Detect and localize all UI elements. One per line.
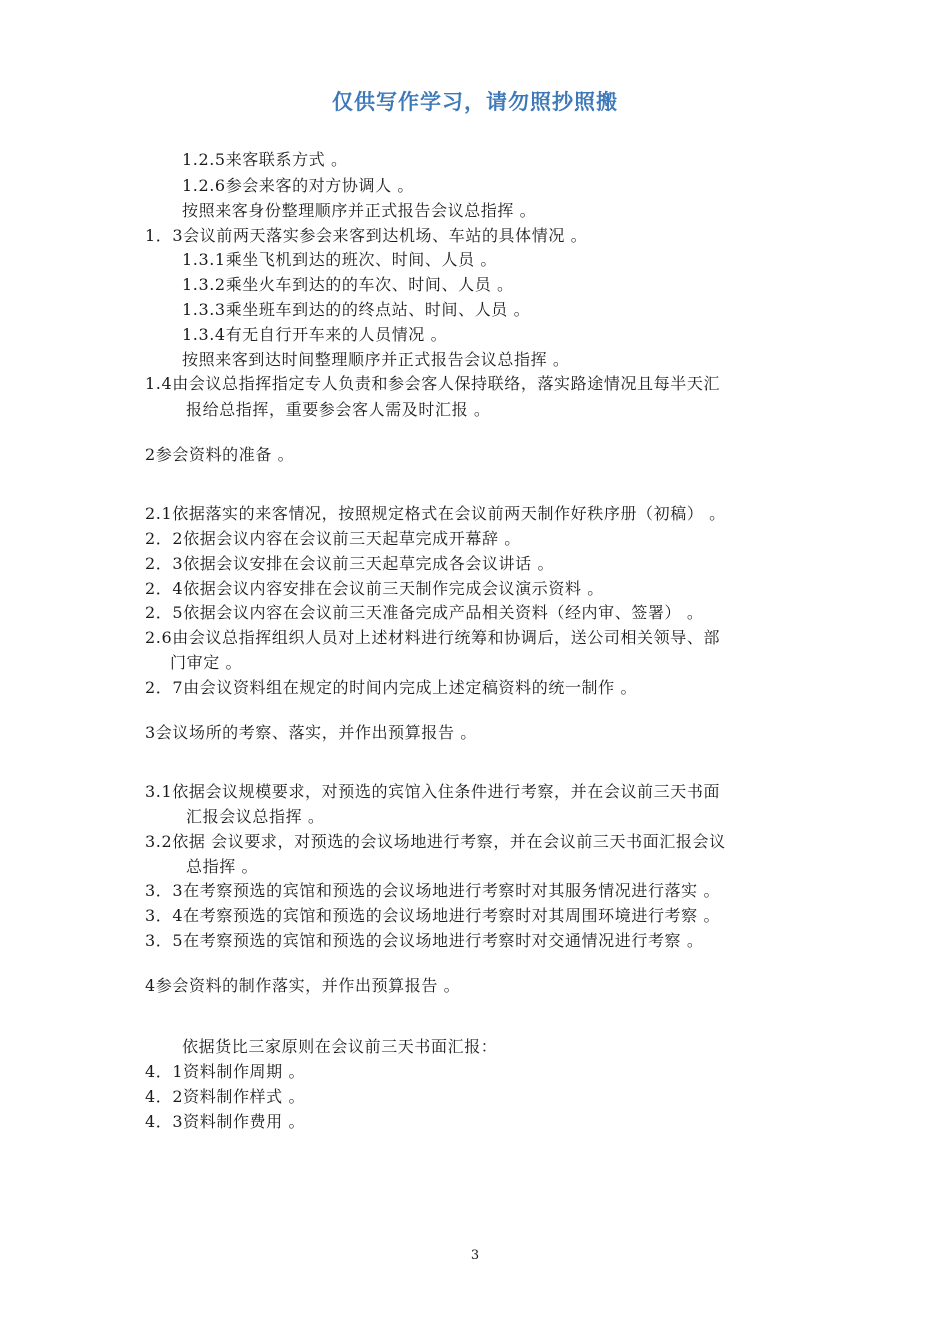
text-line: 1.4由会议总指挥指定专人负责和参会客人保持联络，落实路途情况且每半天汇 (145, 374, 721, 393)
text-line: 2．5依据会议内容在会议前三天准备完成产品相关资料（经内审、签署） 。 (145, 603, 704, 622)
text-line: 依据货比三家原则在会议前三天书面汇报： (182, 1037, 498, 1056)
text-line: 2．2依据会议内容在会议前三天起草完成开幕辞 。 (145, 529, 521, 548)
text-line: 1.2.6参会来客的对方协调人 。 (182, 176, 414, 195)
text-line: 3.2依据 会议要求，对预选的会议场地进行考察，并在会议前三天书面汇报会议 (145, 832, 726, 851)
text-line: 3．4在考察预选的宾馆和预选的会议场地进行考察时对其周围环境进行考察 。 (145, 906, 721, 925)
text-line: 报给总指挥，重要参会客人需及时汇报 。 (186, 400, 491, 419)
section-heading: 4参会资料的制作落实，并作出预算报告 。 (145, 976, 461, 995)
section-heading: 2参会资料的准备 。 (145, 445, 295, 464)
text-line: 1．3会议前两天落实参会来客到达机场、车站的具体情况 。 (145, 226, 588, 245)
text-line: 1.2.5来客联系方式 。 (182, 150, 348, 169)
text-line: 2．4依据会议内容安排在会议前三天制作完成会议演示资料 。 (145, 579, 604, 598)
text-line: 4．1资料制作周期 。 (145, 1062, 306, 1081)
watermark-header: 仅供写作学习，请勿照抄照搬 (332, 90, 618, 114)
text-line: 1.3.1乘坐飞机到达的班次、时间、人员 。 (182, 250, 497, 269)
text-line: 4．3资料制作费用 。 (145, 1112, 306, 1131)
text-line: 汇报会议总指挥 。 (186, 807, 325, 826)
text-line: 按照来客到达时间整理顺序并正式报告会议总指挥 。 (182, 350, 570, 369)
section-heading: 3会议场所的考察、落实，并作出预算报告 。 (145, 723, 477, 742)
text-line: 门审定 。 (170, 653, 243, 672)
text-line: 1.3.3乘坐班车到达的的终点站、时间、人员 。 (182, 300, 531, 319)
page-number: 3 (470, 1248, 480, 1263)
text-line: 1.3.4有无自行开车来的人员情况 。 (182, 325, 448, 344)
text-line: 4．2资料制作样式 。 (145, 1087, 306, 1106)
text-line: 3.1依据会议规模要求，对预选的宾馆入住条件进行考察，并在会议前三天书面 (145, 782, 721, 801)
text-line: 3．3在考察预选的宾馆和预选的会议场地进行考察时对其服务情况进行落实 。 (145, 881, 721, 900)
text-line: 2．3依据会议安排在会议前三天起草完成各会议讲话 。 (145, 554, 555, 573)
text-line: 2.1依据落实的来客情况，按照规定格式在会议前两天制作好秩序册（初稿） 。 (145, 504, 726, 523)
text-line: 2.6由会议总指挥组织人员对上述材料进行统筹和协调后，送公司相关领导、部 (145, 628, 721, 647)
text-line: 1.3.2乘坐火车到达的的车次、时间、人员 。 (182, 275, 514, 294)
text-line: 按照来客身份整理顺序并正式报告会议总指挥 。 (182, 201, 537, 220)
text-line: 总指挥 。 (186, 857, 259, 876)
text-line: 2．7由会议资料组在规定的时间内完成上述定稿资料的统一制作 。 (145, 678, 638, 697)
text-line: 3．5在考察预选的宾馆和预选的会议场地进行考察时对交通情况进行考察 。 (145, 931, 704, 950)
